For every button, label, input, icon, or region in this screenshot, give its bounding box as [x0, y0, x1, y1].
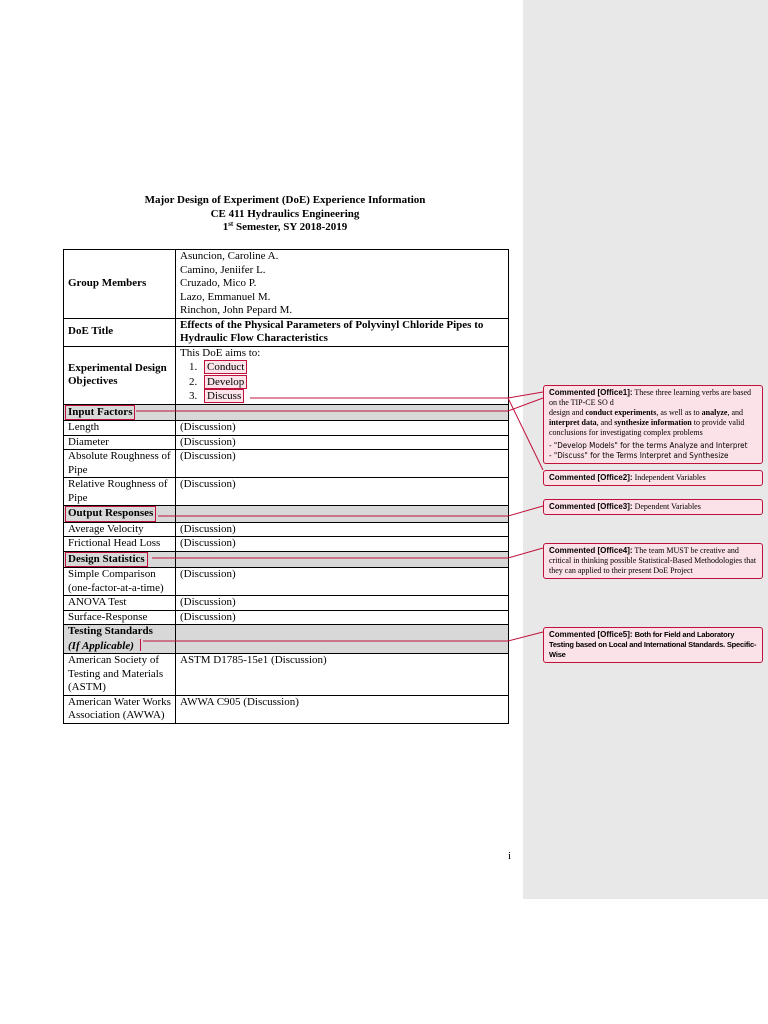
statistic-name: Simple Comparison (one-factor-at-a-time) — [64, 568, 176, 596]
objectives-label: Experimental Design Objectives — [64, 346, 176, 404]
objective-verb-conduct[interactable]: Conduct — [204, 360, 247, 374]
group-members-label: Group Members — [64, 250, 176, 319]
table-row — [64, 478, 509, 506]
table-row — [64, 318, 509, 346]
comment-author: Commented [Office2]: — [549, 473, 633, 482]
statistic-value[interactable]: (Discussion) — [176, 610, 509, 625]
comment-balloon-office5[interactable] — [543, 627, 763, 663]
doe-title-label: DoE Title — [64, 318, 176, 346]
member-name: Rinchon, John Pepard M. — [180, 304, 293, 316]
comment-anchor-caret[interactable] — [140, 639, 141, 651]
statistic-value[interactable]: (Discussion) — [176, 596, 509, 611]
comment-author: Commented [Office1]: — [549, 388, 633, 397]
factor-value[interactable]: (Discussion) — [176, 478, 509, 506]
table-row — [64, 346, 509, 404]
comment-author: Commented [Office3]: — [549, 502, 633, 511]
table-row — [64, 596, 509, 611]
table-row — [64, 250, 509, 319]
standard-name: American Society of Testing and Materials (ASTM) — [64, 654, 176, 696]
statistic-name: ANOVA Test — [64, 596, 176, 611]
objective-verb-develop[interactable]: Develop — [204, 375, 247, 389]
objectives-intro: This DoE aims to: — [180, 346, 261, 359]
comment-text: The team MUST be creative and critical in thinking possible Statistical-Based Methodologies that they can applied to their present DoE Project — [549, 546, 757, 575]
comment-text: Independent Variables — [634, 473, 706, 482]
factor-value[interactable]: (Discussion) — [176, 435, 509, 450]
document-title — [62, 194, 508, 235]
input-factors-label[interactable]: Input Factors — [65, 405, 135, 421]
doe-info-table — [63, 249, 509, 724]
statistic-value[interactable]: (Discussion) — [176, 568, 509, 596]
comment-text: Dependent Variables — [634, 502, 701, 511]
comment-balloon-office3[interactable] — [543, 499, 763, 515]
output-responses-label[interactable]: Output Responses — [65, 506, 156, 522]
objective-verb-discuss[interactable]: Discuss — [204, 389, 244, 403]
comment-text: These three learning verbs are based on the TIP-CE SO d — [549, 388, 752, 407]
factor-name: Absolute Roughness of Pipe — [64, 450, 176, 478]
table-row — [64, 522, 509, 537]
section-row-design-statistics — [64, 551, 509, 568]
testing-standards-label[interactable]: Testing Standards — [68, 625, 153, 637]
table-row — [64, 435, 509, 450]
testing-standards-sublabel: (If Applicable) — [68, 639, 134, 652]
table-row — [64, 421, 509, 436]
design-statistics-label[interactable]: Design Statistics — [65, 552, 148, 568]
title-line-3: 1st Semester, SY 2018-2019 — [222, 220, 348, 233]
doe-title-value[interactable]: Effects of the Physical Parameters of Polyvinyl Chloride Pipes to Hydraulic Flow Characteristics — [176, 318, 509, 346]
standard-name: American Water Works Association (AWWA) — [64, 695, 176, 723]
table-row — [64, 654, 509, 696]
comment-balloon-office2[interactable] — [543, 470, 763, 486]
section-row-testing-standards — [64, 625, 509, 654]
title-line-2: CE 411 Hydraulics Engineering — [210, 207, 360, 220]
table-row — [64, 450, 509, 478]
table-row — [64, 610, 509, 625]
factor-value[interactable]: (Discussion) — [176, 450, 509, 478]
standard-value[interactable]: ASTM D1785-15e1 (Discussion) — [176, 654, 509, 696]
member-name: Lazo, Emmanuel M. — [180, 290, 271, 303]
group-members-list[interactable] — [176, 250, 509, 319]
title-line-1: Major Design of Experiment (DoE) Experience Information — [144, 194, 426, 206]
objectives-list — [180, 360, 504, 404]
section-row-input-factors — [64, 404, 509, 421]
table-row — [64, 568, 509, 596]
page-number: i — [508, 850, 512, 862]
factor-name: Relative Roughness of Pipe — [64, 478, 176, 506]
response-value[interactable]: (Discussion) — [176, 522, 509, 537]
member-name: Camino, Jeniifer L. — [180, 263, 266, 276]
table-row — [64, 537, 509, 552]
factor-name: Length — [64, 421, 176, 436]
comment-balloon-office1[interactable]: Commented [Office1]: These three learning verbs are based on the TIP-CE SO d design and conduct experiments, as well as to analyze, and interpret data, and synthesize information to provide valid conclusions for investigating complex problems - "Develop Models" for the terms Analyze and Interpret - "Discuss" for the Terms Interpret and Synthesize — [543, 385, 763, 464]
comment-author: Commented [Office5]: — [549, 630, 633, 639]
objective-item — [200, 389, 504, 404]
comment-author: Commented [Office4]: — [549, 546, 633, 555]
objective-item — [200, 375, 504, 390]
factor-value[interactable]: (Discussion) — [176, 421, 509, 436]
section-row-output-responses — [64, 506, 509, 523]
response-name: Frictional Head Loss — [64, 537, 176, 552]
response-value[interactable]: (Discussion) — [176, 537, 509, 552]
comment-balloon-office4[interactable] — [543, 543, 763, 579]
member-name: Cruzado, Mico P. — [180, 277, 257, 289]
objective-item — [200, 360, 504, 375]
objectives-cell[interactable] — [176, 346, 509, 404]
comment-text: Both for Field and Laboratory Testing based on Local and International Standards. Specific-Wise — [549, 630, 757, 659]
member-name: Asuncion, Caroline A. — [180, 250, 279, 262]
statistic-name: Surface-Response — [64, 610, 176, 625]
response-name: Average Velocity — [64, 522, 176, 537]
table-row — [64, 695, 509, 723]
comment-bullets: - "Develop Models" for the terms Analyze and Interpret - "Discuss" for the Terms Interpret and Synthesize — [549, 441, 748, 460]
standard-value[interactable]: AWWA C905 (Discussion) — [176, 695, 509, 723]
factor-name: Diameter — [64, 435, 176, 450]
